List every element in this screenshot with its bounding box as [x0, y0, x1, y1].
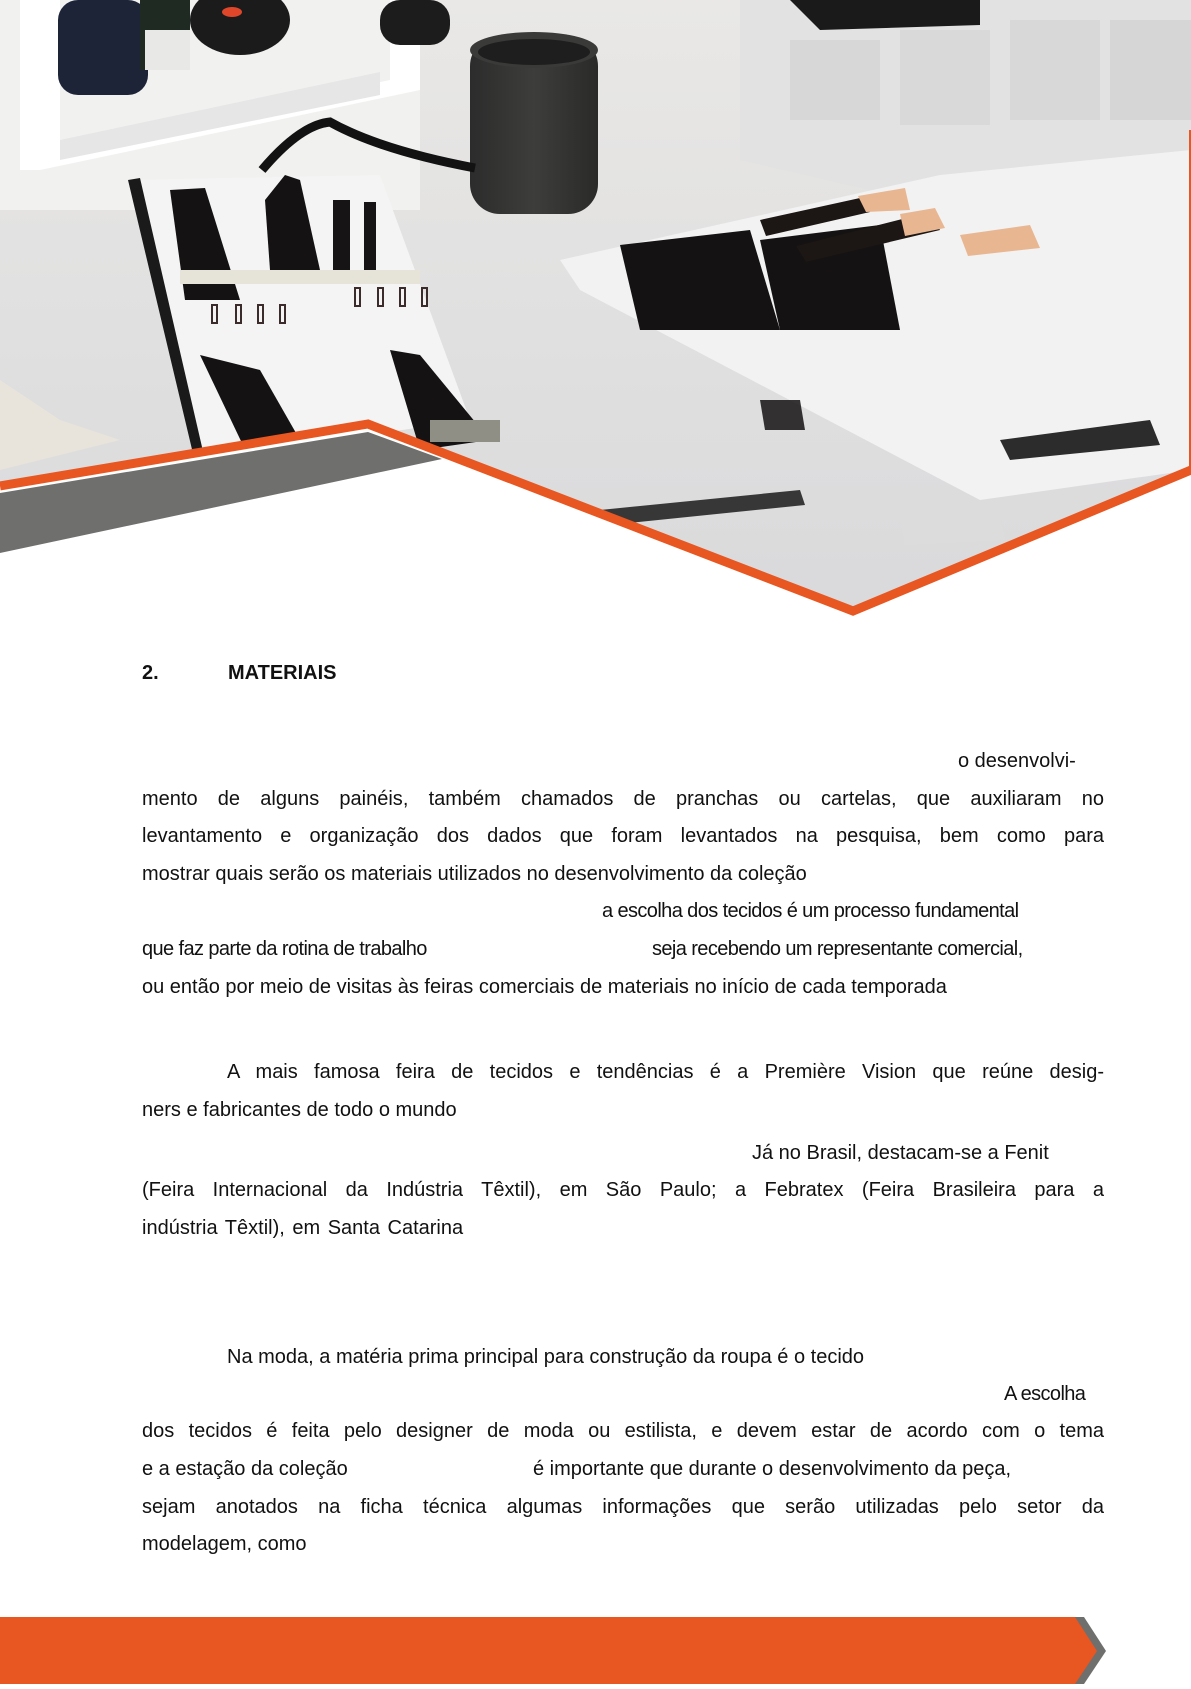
text-line: modelagem, como	[142, 1533, 307, 1555]
text-line: que faz parte da rotina de trabalho	[142, 938, 427, 960]
text-line: mento de alguns painéis, também chamados de pranchas ou cartelas, que auxiliaram no	[142, 788, 1104, 810]
text-line: mostrar quais serão os materiais utilizados no desenvolvimento da coleção	[142, 863, 807, 885]
text-line: (Feira Internacional da Indústria Têxtil), em São Paulo; a Febratex (Feira Brasileira para a	[142, 1179, 1104, 1201]
text-line: Na moda, a matéria prima principal para construção da roupa é o tecido	[227, 1346, 865, 1368]
text-line: A escolha	[1004, 1383, 1086, 1405]
header-photo	[0, 0, 1191, 620]
section-title: MATERIAIS	[228, 662, 337, 684]
text-line: indústria Têxtil), em Santa Catarina	[142, 1217, 464, 1239]
text-line: sejam anotados na ficha técnica algumas informações que serão utilizadas pelo setor da	[142, 1496, 1104, 1518]
text-line: Já no Brasil, destacam-se a Fenit	[752, 1142, 1049, 1164]
text-line: a escolha dos tecidos é um processo fundamental	[602, 900, 1019, 922]
text-line: ners e fabricantes de todo o mundo	[142, 1099, 457, 1121]
text-line: A mais famosa feira de tecidos e tendências é a Première Vision que reúne desig-	[227, 1061, 1104, 1083]
text-line: é importante que durante o desenvolvimento da peça,	[533, 1458, 1012, 1480]
section-number: 2.	[142, 662, 159, 684]
footer-arrow-bar	[0, 1617, 1191, 1684]
text-line: e a estação da coleção	[142, 1458, 348, 1480]
text-line: seja recebendo um representante comercial,	[652, 938, 1023, 960]
text-line: o desenvolvi-	[958, 750, 1076, 772]
text-line: dos tecidos é feita pelo designer de moda ou estilista, e devem estar de acordo com o tema	[142, 1420, 1104, 1442]
text-line: levantamento e organização dos dados que foram levantados na pesquisa, bem como para	[142, 825, 1104, 847]
arrow-bar	[0, 1617, 1097, 1684]
text-line: ou então por meio de visitas às feiras comerciais de materiais no início de cada temporada	[142, 976, 947, 998]
